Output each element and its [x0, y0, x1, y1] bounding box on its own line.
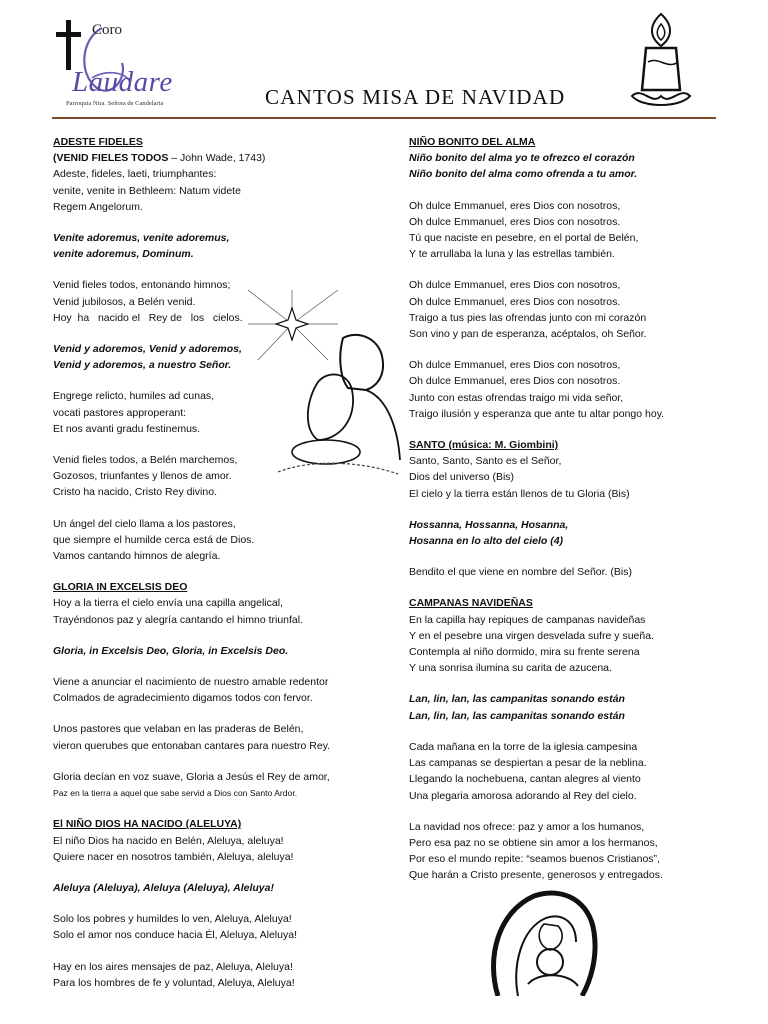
song-title-bonito: NIÑO BONITO DEL ALMA	[409, 136, 536, 148]
lyric-line: Unos pastores que velaban en las praderas de Belén,	[53, 723, 304, 736]
chorus-line: Lan, lin, lan, las campanitas sonando están	[409, 709, 625, 722]
chorus-line: Niño bonito del alma yo te ofrezco el corazón	[409, 152, 635, 165]
lyric-line: Junto con estas ofrendas traigo mi vida señor,	[409, 391, 624, 404]
header-divider	[52, 117, 716, 119]
lyric-line: Regem Angelorum.	[53, 200, 143, 213]
lyric-line: vieron querubes que entonaban cantares para nuestro Rey.	[53, 739, 331, 752]
lyric-line: Que harán a Cristo presente, generosos y entregados.	[409, 869, 663, 882]
song-subtitle-adeste: (VENID FIELES TODOS – John Wade, 1743)	[53, 152, 266, 165]
lyric-line: Contempla al niño dormido, mira su frente serena	[409, 646, 640, 659]
lyric-line: vocati pastores approperant:	[53, 406, 187, 419]
page-title: CANTOS MISA DE NAVIDAD	[265, 85, 566, 109]
chorus-line: Hosanna en lo alto del cielo (4)	[409, 535, 564, 548]
lyric-line: Llegando la nochebuena, cantan alegres al viento	[409, 773, 641, 786]
lyric-line: El niño Dios ha nacido en Belén, Aleluya, aleluya!	[53, 834, 284, 847]
lyric-line: Para los hombres de fe y voluntad, Aleluya, Aleluya!	[53, 976, 295, 989]
lyric-line: Et nos avanti gradu festinemus.	[53, 422, 201, 435]
lyric-line: Cada mañana en la torre de la iglesia campesina	[409, 740, 638, 753]
choir-logo	[52, 18, 232, 113]
lyric-line: Bendito el que viene en nombre del Señor. (Bis)	[409, 566, 632, 579]
chorus-line: Aleluya (Aleluya), Aleluya (Aleluya), Aleluya!	[53, 881, 274, 894]
song-title-nino: El NIÑO DIOS HA NACIDO (ALELUYA)	[53, 818, 242, 831]
chorus-line: Niño bonito del alma como ofrenda a tu amor.	[409, 168, 638, 181]
lyric-line: Traigo ilusión y esperanza que ante tu altar pongo hoy.	[409, 407, 665, 420]
logo-parish-text: Parroquia Ntra. Señora de Candelaria	[66, 100, 164, 107]
lyric-line: Oh dulce Emmanuel, eres Dios con nosotros.	[409, 215, 621, 228]
lyric-line: Y una sonrisa ilumina su carita de azucena.	[409, 662, 612, 675]
lyric-line: Adeste, fideles, laeti, triumphantes:	[53, 168, 217, 181]
song-title-adeste: ADESTE FIDELES	[53, 136, 143, 148]
lyric-line: Venid jubilosos, a Belén venid.	[53, 295, 196, 308]
lyric-line: que siempre el humilde cerca está de Dios.	[53, 533, 255, 546]
lyric-line: Una plegaria amorosa adorando al Rey del cielo.	[409, 789, 637, 802]
lyric-line: Hoy a la tierra el cielo envía una capilla angelical,	[53, 597, 283, 610]
lyric-line: Y te arrullaba la luna y las estrellas también.	[409, 248, 615, 261]
lyric-line: El cielo y la tierra están llenos de tu Gloria (Bis)	[409, 487, 630, 500]
song-title-santo: SANTO (música: M. Giombini)	[409, 439, 559, 452]
chorus-line: Hossanna, Hossanna, Hosanna,	[409, 518, 569, 531]
virgin-and-child-illustration	[478, 888, 608, 996]
lyric-line: Venid fieles todos, entonando himnos;	[53, 279, 231, 292]
chorus-line: Gloria, in Excelsis Deo, Gloria, in Excelsis Deo.	[53, 644, 289, 657]
lyric-line: Viene a anunciar el nacimiento de nuestro amable redentor	[53, 676, 329, 689]
lyric-line: Dios del universo (Bis)	[409, 471, 515, 484]
chorus-line: Lan, lin, lan, las campanitas sonando están	[409, 693, 625, 706]
lyric-line: Oh dulce Emmanuel, eres Dios con nosotros,	[409, 279, 621, 292]
lyric-line: Por eso el mundo repite: “seamos buenos Cristianos”,	[409, 853, 660, 866]
lyric-line: Colmados de agradecimiento digamos todos con fervor.	[53, 692, 313, 705]
lyric-line: Gloria decían en voz suave, Gloria a Jesús el Rey de amor,	[53, 770, 330, 783]
lyric-line: Oh dulce Emmanuel, eres Dios con nosotros.	[409, 375, 621, 388]
chorus-line: Venid y adoremos, Venid y adoremos,	[53, 343, 242, 356]
lyric-line: Las campanas se despiertan a pesar de la neblina.	[409, 757, 647, 770]
lyric-line: En la capilla hay repiques de campanas navideñas	[409, 613, 646, 626]
lyric-line: Pero esa paz no se obtiene sin amor a los hermanos,	[409, 836, 658, 849]
lyric-line: Quiere nacer en nosotros también, Aleluya, aleluya!	[53, 850, 294, 863]
lyric-line: Solo los pobres y humildes lo ven, Aleluya, Aleluya!	[53, 913, 292, 926]
lyric-line: Y en el pesebre una virgen desvelada sufre y sueña.	[409, 629, 654, 642]
page-header	[0, 0, 768, 125]
chorus-line: Venid y adoremos, a nuestro Señor.	[53, 359, 232, 372]
chorus-line: venite adoremus, Dominum.	[53, 248, 194, 261]
lyric-line: Venid fieles todos, a Belén marchemos,	[53, 454, 238, 467]
lyric-line: Son vino y pan de esperanza, acéptalos, oh Señor.	[409, 328, 647, 341]
lyric-line: Engrege relicto, humiles ad cunas,	[53, 390, 215, 403]
lyric-line: venite, venite in Bethleem: Natum videte	[53, 184, 241, 197]
lyric-line: Hoy ha nacido el Rey de los cielos.	[53, 311, 243, 324]
song-title-campanas: CAMPANAS NAVIDEÑAS	[409, 597, 533, 610]
lyric-line: La navidad nos ofrece: paz y amor a los humanos,	[409, 820, 645, 833]
lyric-line: Tú que naciste en pesebre, en el portal de Belén,	[409, 232, 639, 245]
lyric-line: Solo el amor nos conduce hacia Él, Aleluya, Aleluya!	[53, 929, 297, 942]
logo-wordmark: Laudare	[72, 66, 173, 98]
song-title-gloria: GLORIA IN EXCELSIS DEO	[53, 581, 188, 594]
lyric-line: Cristo ha nacido, Cristo Rey divino.	[53, 486, 217, 499]
lyric-line: Traigo a tus pies las ofrendas junto con mi corazón	[409, 311, 647, 324]
lyric-line: Oh dulce Emmanuel, eres Dios con nosotros.	[409, 295, 621, 308]
lyric-line: Hay en los aires mensajes de paz, Aleluya, Aleluya!	[53, 960, 293, 973]
right-column	[409, 134, 739, 884]
lyric-line: Gozosos, triunfantes y llenos de amor.	[53, 470, 232, 483]
lyric-line: Vamos cantando himnos de alegría.	[53, 550, 221, 563]
lyric-line: Oh dulce Emmanuel, eres Dios con nosotros,	[409, 199, 621, 212]
lyric-line: Oh dulce Emmanuel, eres Dios con nosotros,	[409, 359, 621, 372]
left-column	[53, 134, 393, 991]
lyric-line: Trayéndonos paz y alegría cantando el himno triunfal.	[53, 613, 304, 626]
lyric-line: Santo, Santo, Santo es el Señor,	[409, 455, 562, 468]
logo-coro-text: Coro	[92, 22, 122, 38]
chorus-line: Venite adoremus, venite adoremus,	[53, 232, 230, 245]
candle-illustration	[628, 10, 694, 112]
lyric-line: Paz en la tierra a aquel que sabe servid a Dios con Santo Ardor.	[53, 788, 298, 799]
lyric-line: Un ángel del cielo llama a los pastores,	[53, 517, 236, 530]
